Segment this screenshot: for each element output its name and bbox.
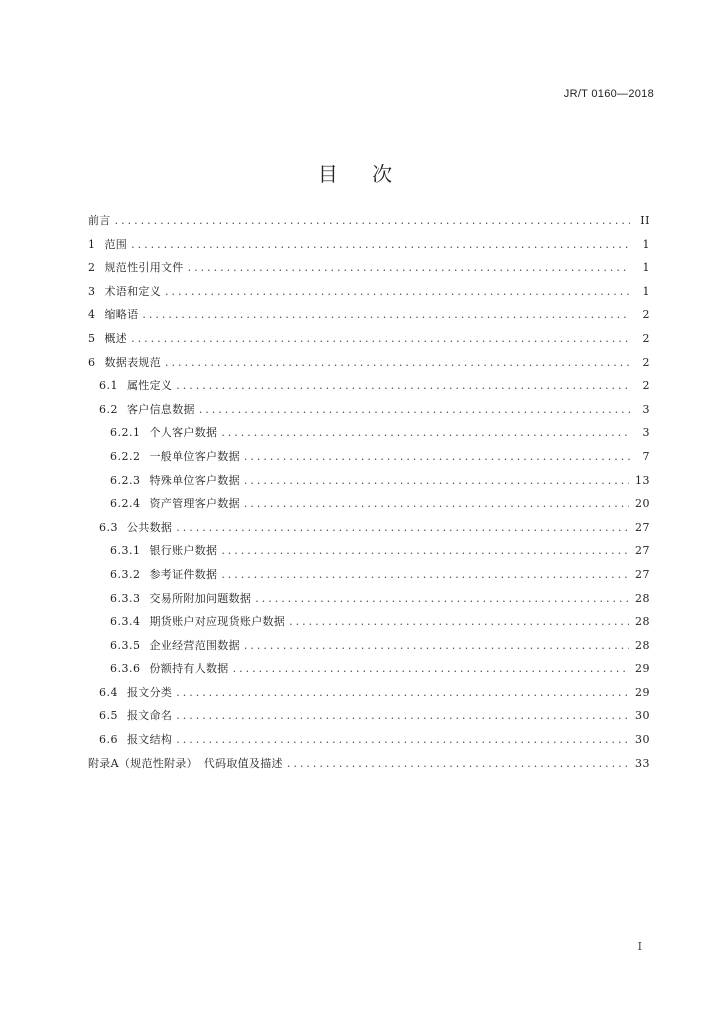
leader-dots	[287, 757, 629, 770]
toc-entry-6-5[interactable]	[88, 707, 650, 731]
leader-dots	[176, 521, 629, 534]
toc-entry-6-2-3[interactable]	[88, 472, 650, 496]
toc-label: 公共数据	[127, 520, 173, 534]
toc-number: 6.2.2	[110, 449, 141, 463]
leader-dots	[244, 639, 629, 652]
leader-dots	[131, 238, 630, 251]
toc-page: 30	[635, 733, 650, 747]
leader-dots	[115, 214, 630, 227]
toc-label: 资产管理客户数据	[149, 497, 240, 511]
toc-number: 6.3.1	[110, 544, 141, 558]
toc-page: 29	[635, 685, 650, 699]
toc-entry-6-3-6[interactable]	[88, 660, 650, 684]
toc-number: 6.1	[99, 379, 118, 393]
toc-number: 6.3.2	[110, 567, 141, 581]
toc-entry-5[interactable]	[88, 330, 650, 354]
leader-dots	[131, 332, 630, 345]
leader-dots	[244, 474, 629, 487]
toc-entry-6-1[interactable]	[88, 377, 650, 401]
toc-entry-6-3-5[interactable]	[88, 637, 650, 661]
toc-entry-6-2[interactable]	[88, 401, 650, 425]
leader-dots	[176, 709, 629, 722]
toc-number: 6.2.3	[110, 473, 141, 487]
toc-entry-6[interactable]	[88, 354, 650, 378]
toc-label: 个人客户数据	[149, 426, 218, 440]
leader-dots	[244, 450, 630, 463]
toc-number: 4	[88, 308, 96, 322]
toc-page: 29	[635, 662, 650, 676]
toc-number: 6.5	[99, 709, 118, 723]
toc-label: 属性定义	[127, 379, 173, 393]
toc-page: 27	[635, 567, 650, 581]
toc-page: 33	[635, 756, 650, 770]
toc-number: 6.3.4	[110, 615, 141, 629]
toc-entry-foreword[interactable]	[88, 212, 650, 236]
toc-entry-6-3-4[interactable]	[88, 613, 650, 637]
toc-page: 30	[635, 709, 650, 723]
toc-number: 6.2.1	[110, 426, 141, 440]
toc-label: 附录A（规范性附录） 代码取值及描述	[88, 756, 283, 770]
toc-title: 目 次	[317, 162, 407, 186]
toc-label: 客户信息数据	[127, 402, 195, 416]
toc-label: 企业经营范围数据	[149, 638, 240, 652]
toc-page: II	[640, 214, 650, 227]
toc-entry-4[interactable]	[88, 306, 650, 330]
toc-entry-6-3-3[interactable]	[88, 590, 650, 614]
toc-entry-6-3-2[interactable]	[88, 566, 650, 590]
toc-label: 银行账户数据	[149, 544, 218, 558]
toc-number: 6.3.5	[110, 638, 141, 652]
toc-label: 缩略语	[104, 308, 139, 322]
toc-entry-6-2-4[interactable]	[88, 495, 650, 519]
toc-entry-3[interactable]	[88, 283, 650, 307]
toc-page: 3	[642, 402, 650, 416]
toc-page: 28	[635, 591, 650, 605]
toc-label: 特殊单位客户数据	[149, 473, 240, 487]
toc-entry-6-6[interactable]	[88, 731, 650, 755]
toc-page: 1	[642, 237, 650, 251]
leader-dots	[142, 308, 630, 321]
toc-page: 13	[635, 473, 650, 487]
toc-page: 27	[635, 520, 650, 534]
toc-page: 27	[635, 544, 650, 558]
toc-page: 3	[642, 426, 650, 440]
toc-page: 2	[642, 355, 650, 369]
toc-page: 28	[635, 638, 650, 652]
leader-dots	[188, 261, 630, 274]
toc-page: 2	[642, 308, 650, 322]
toc-page: 2	[642, 331, 650, 345]
toc-label: 报文分类	[127, 685, 173, 699]
leader-dots	[176, 379, 630, 392]
toc-page: 2	[642, 379, 650, 393]
table-of-contents	[88, 212, 650, 778]
toc-number: 6.4	[99, 685, 118, 699]
toc-number: 1	[88, 237, 96, 251]
toc-label: 参考证件数据	[149, 567, 218, 581]
leader-dots	[255, 592, 629, 605]
toc-page: 1	[642, 261, 650, 275]
toc-label: 概述	[104, 331, 128, 345]
toc-label: 前言	[88, 214, 111, 227]
toc-number: 6.6	[99, 733, 118, 747]
toc-page: 20	[635, 497, 650, 511]
page-number: I	[637, 940, 642, 953]
toc-number: 6	[88, 355, 96, 369]
toc-number: 6.2	[99, 402, 118, 416]
toc-entry-6-3[interactable]	[88, 519, 650, 543]
toc-entry-6-3-1[interactable]	[88, 542, 650, 566]
toc-number: 6.3.6	[110, 662, 141, 676]
toc-label: 份额持有人数据	[149, 662, 229, 676]
toc-page: 7	[642, 449, 650, 463]
toc-page: 28	[635, 615, 650, 629]
toc-entry-1[interactable]	[88, 236, 650, 260]
toc-entry-6-2-1[interactable]	[88, 424, 650, 448]
leader-dots	[221, 426, 630, 439]
leader-dots	[233, 662, 629, 675]
toc-label: 期货账户对应现货账户数据	[149, 615, 286, 629]
leader-dots	[176, 686, 629, 699]
toc-number: 3	[88, 284, 96, 298]
toc-label: 规范性引用文件	[104, 261, 184, 275]
toc-label: 报文结构	[127, 733, 173, 747]
toc-number: 5	[88, 331, 96, 345]
toc-label: 数据表规范	[104, 355, 161, 369]
leader-dots	[199, 403, 630, 416]
leader-dots	[289, 615, 629, 628]
toc-label: 范围	[104, 237, 128, 251]
toc-label: 术语和定义	[104, 284, 161, 298]
toc-label: 交易所附加问题数据	[149, 591, 252, 605]
leader-dots	[165, 285, 630, 298]
toc-entry-2[interactable]	[88, 259, 650, 283]
toc-page: 1	[642, 284, 650, 298]
leader-dots	[221, 568, 629, 581]
toc-entry-6-2-2[interactable]	[88, 448, 650, 472]
toc-label: 一般单位客户数据	[149, 449, 240, 463]
toc-number: 6.3.3	[110, 591, 141, 605]
toc-label: 报文命名	[127, 709, 173, 723]
toc-number: 2	[88, 261, 96, 275]
toc-number: 6.2.4	[110, 497, 141, 511]
leader-dots	[176, 733, 629, 746]
toc-number: 6.3	[99, 520, 118, 534]
toc-entry-appendix-a[interactable]	[88, 755, 650, 779]
toc-entry-6-4[interactable]	[88, 684, 650, 708]
leader-dots	[244, 497, 629, 510]
leader-dots	[165, 356, 630, 369]
leader-dots	[221, 544, 629, 557]
standard-code: JR/T 0160—2018	[563, 88, 654, 100]
